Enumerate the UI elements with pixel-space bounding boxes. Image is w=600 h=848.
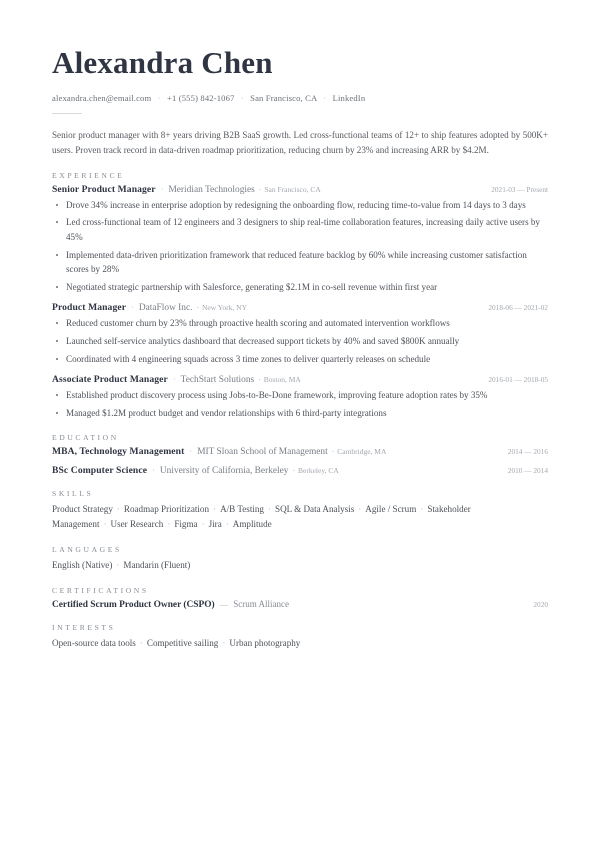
job-bullet-list [52,316,548,366]
certification-entry [52,599,548,610]
skill-separator: · [267,504,272,515]
job-dates: 2018-06 — 2021-02 [488,303,548,313]
contact-separator-1: · [157,93,161,104]
language-item: English (Native) [52,559,113,570]
experience-entry-header [52,302,548,313]
job-bullet: Drove 34% increase in enterprise adoption by redesigning the onboarding flow, reducing time-to-value from 14 days to 3 days [52,198,548,212]
job-bullet: Coordinated with 4 engineering squads across 3 time zones to deliver quarterly releases on schedule [52,352,548,366]
job-bullet: Launched self-service analytics dashboard that decreased support tickets by 40% and saved $800K annually [52,334,548,348]
language-item: Mandarin (Fluent) [123,559,191,570]
education-list [52,446,548,476]
job-title: Associate Product Manager [52,374,168,386]
job-dates: 2021-03 — Present [491,184,548,194]
job-bullet: Negotiated strategic partnership with Salesforce, generating $2.1M in co-sell revenue within first year [52,280,548,294]
experience-entry-header [52,184,548,195]
job-bullet-list [52,198,548,295]
org-loc-separator: · [258,184,262,194]
school-location [289,466,339,475]
school-name: MIT Sloan School of Management [197,447,328,458]
job-location [193,303,248,312]
job-bullet: Implemented data-driven prioritization framework that reduced feature backlog by 60% while increasing customer satisfaction scores by 28% [52,248,548,277]
skill-separator: · [116,504,120,515]
skill-item: User Research [110,519,164,530]
education-entry-header [52,446,548,457]
experience-entry-header-left [52,302,478,313]
contact-location: San Francisco, CA [250,93,317,104]
school-loc-separator: · [331,447,335,457]
skill-item: Amplitude [232,519,272,530]
interest-separator: · [222,637,226,648]
certification-issuer: Scrum Alliance [233,598,289,609]
section-heading-skills: SKILLS [52,489,94,499]
contact-separator-3: · [323,93,327,104]
job-location-text: Boston, MA [263,375,301,385]
education-dates: 2014 — 2016 [507,447,548,457]
section-heading-experience: EXPERIENCE [52,170,125,180]
header-divider-rule [52,113,82,114]
education-entry-header-left [52,465,498,476]
education-entry [52,446,548,457]
certification-dash: — [219,598,229,609]
contact-email[interactable]: alexandra.chen@email.com [52,93,152,104]
skill-item: Figma [174,519,198,530]
school-name: University of California, Berkeley [159,466,289,477]
experience-entry [52,302,548,366]
job-dates: 2016-01 — 2018-05 [488,375,548,385]
section-heading-interests: INTERESTS [52,622,116,632]
org-loc-separator: · [258,375,261,385]
school-location [328,447,387,456]
job-title: Product Manager [52,302,127,314]
experience-entry-header-left [52,184,481,195]
professional-summary: Senior product manager with 8+ years driving B2B SaaS growth. Led cross-functional teams of 12+ to ship features adopted by 500K+ users. Proven track record in data-driven roadmap prioritization, reducing churn by 23% and increasing ARR by $4.2M. [52,130,548,155]
job-title: Senior Product Manager [52,183,156,195]
job-location [254,375,301,384]
skill-item: Agile / Scrum [365,504,417,515]
education-entry-header [52,465,548,476]
degree-title: MBA, Technology Management [52,446,185,458]
skill-item: Product Strategy [52,504,113,515]
contact-phone[interactable]: +1 (555) 842-1067 [166,93,235,104]
skill-separator: · [103,519,107,530]
candidate-name: Alexandra Chen [52,45,273,80]
job-location [255,185,321,194]
skills-list [52,502,548,531]
section-heading-certifications: CERTIFICATIONS [52,585,149,595]
job-location-text: New York, NY [202,303,248,313]
title-org-separator: · [131,303,134,313]
interest-item: Competitive sailing [146,637,219,648]
skill-separator: · [225,519,229,530]
job-bullet: Reduced customer churn by 23% through proactive health scoring and automated intervention workflows [52,316,548,330]
title-org-separator: · [160,184,164,194]
experience-list [52,184,548,421]
skill-separator: · [201,519,205,530]
skill-item: A/B Testing [220,504,264,515]
skill-separator: · [358,504,362,515]
experience-entry-header-left [52,374,478,385]
resume-header [52,46,548,114]
experience-entry [52,374,548,420]
languages-list [52,558,548,573]
school-location-text: Cambridge, MA [337,447,387,457]
company-name: DataFlow Inc. [138,303,193,314]
skill-item: Stakeholder Management [52,504,471,530]
job-bullet: Led cross-functional team of 12 engineers and 3 designers to ship real-time collaboration features, increasing daily active users by 45% [52,215,548,244]
contact-linkedin-link[interactable]: LinkedIn [332,93,366,104]
interest-item: Urban photography [229,637,301,648]
section-heading-languages: LANGUAGES [52,544,122,554]
experience-entry [52,184,548,295]
interest-separator: · [139,637,143,648]
education-entry [52,465,548,476]
certification-name: Certified Scrum Product Owner (CSPO) [52,599,215,610]
school-location-text: Berkeley, CA [298,466,339,476]
interest-item: Open-source data tools [52,637,136,648]
interests-list [52,636,548,651]
skill-separator: · [167,519,171,530]
job-bullet: Established product discovery process using Jobs-to-Be-Done framework, improving feature adoption rates by 35% [52,388,548,402]
certification-year: 2020 [533,599,548,609]
education-dates: 2010 — 2014 [507,466,548,476]
school-loc-separator: · [292,466,295,476]
degree-title: BSc Computer Science [52,465,148,477]
job-bullet-list [52,388,548,420]
skill-item: Jira [208,519,222,530]
section-heading-education: EDUCATION [52,433,119,443]
language-separator: · [116,559,120,570]
skill-separator: · [213,504,217,515]
company-name: Meridian Technologies [168,184,255,195]
contact-separator-2: · [240,93,244,104]
education-entry-header-left [52,446,498,457]
degree-school-separator: · [152,466,155,476]
skill-item: Roadmap Prioritization [123,504,210,515]
job-location-text: San Francisco, CA [264,184,321,194]
title-org-separator: · [172,375,176,385]
degree-school-separator: · [189,447,193,457]
org-loc-separator: · [196,303,199,313]
skill-item: SQL & Data Analysis [275,504,355,515]
contact-line [52,93,548,103]
experience-entry-header [52,374,548,385]
certification-entry-left [52,599,289,610]
skill-separator: · [420,504,424,515]
company-name: TechStart Solutions [180,375,255,386]
job-bullet: Managed $1.2M product budget and vendor relationships with 6 third-party integrations [52,406,548,420]
